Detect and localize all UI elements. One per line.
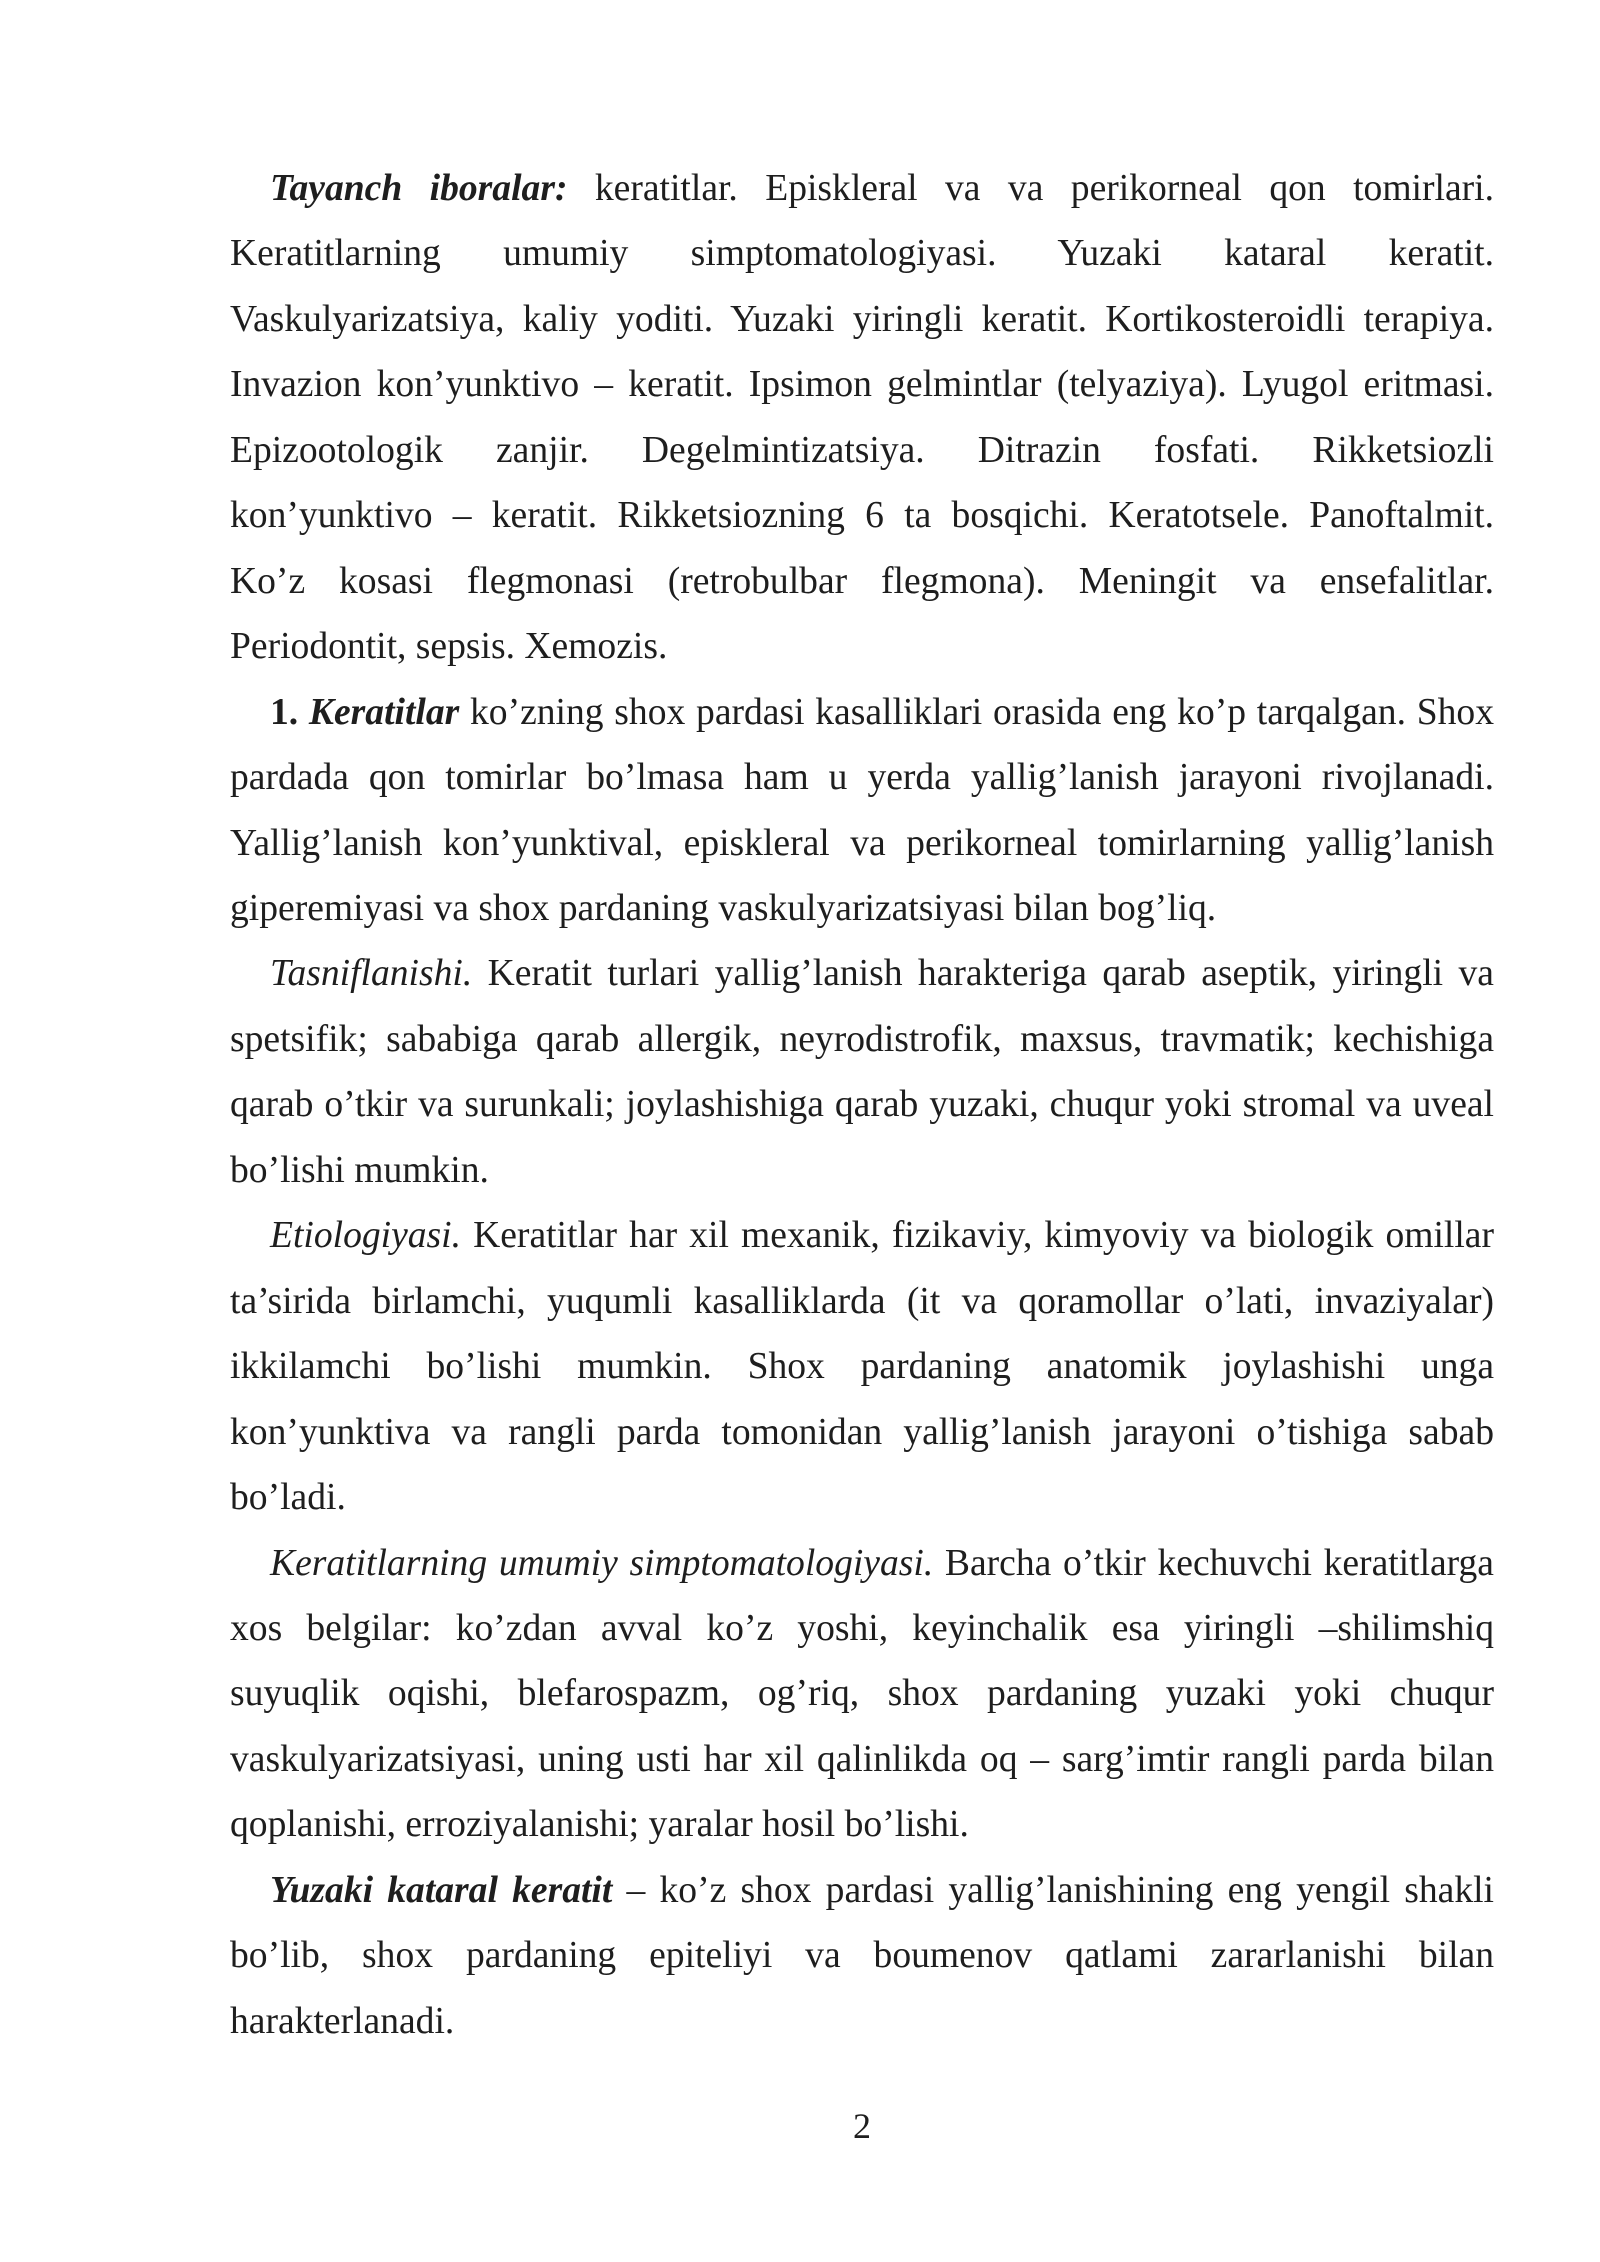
text-line: Invazion kon’yunktivo – keratit. Ipsimon gelmintlar (telyaziya). Lyugol eritmasi.	[230, 364, 1494, 406]
text-line: suyuqlik oqishi, blefarospazm, og’riq, shox pardaning yuzaki yoki chuqur	[230, 1673, 1494, 1715]
text-line	[230, 1858, 1494, 1923]
text-line: Yallig’lanish kon’yunktival, episkleral va perikorneal tomirlarning yallig’lanish	[230, 822, 1494, 864]
paragraph-lead-term: Keratitlarning umumiy simptomatologiyasi.	[270, 1542, 934, 1584]
line-text: ko’zning shox pardasi kasalliklari orasida eng ko’p tarqalgan. Shox	[470, 691, 1494, 733]
paragraph-key-terms	[230, 156, 1494, 680]
text-line	[230, 1531, 1494, 1596]
text-line: harakterlanadi.	[230, 2000, 455, 2042]
paragraph-superficial-catarrhal-keratitis	[230, 1858, 1494, 2054]
text-line: ikkilamchi bo’lishi mumkin. Shox pardaning anatomik joylashishi unga	[230, 1346, 1494, 1388]
paragraph-etiology	[230, 1203, 1494, 1530]
body-text	[230, 156, 1494, 2054]
line-text: Keratit turlari yallig’lanish harakteriga qarab aseptik, yiringli va	[487, 953, 1494, 995]
text-line: qoplanishi, erroziyalanishi; yaralar hosil bo’lishi.	[230, 1804, 969, 1846]
line-text: keratitlar. Episkleral va va perikorneal qon tomirlari.	[594, 168, 1494, 209]
section-number: 1.	[270, 691, 299, 733]
paragraph-classification	[230, 941, 1494, 1203]
paragraph-symptomatology	[230, 1531, 1494, 1858]
text-line: bo’lishi mumkin.	[230, 1149, 489, 1191]
text-line: Periodontit, sepsis. Xemozis.	[230, 626, 668, 668]
paragraph-lead-term: Tayanch iboralar:	[270, 168, 568, 209]
page-number: 2	[853, 2106, 871, 2146]
paragraph-lead-term: Etiologiyasi.	[270, 1215, 462, 1257]
text-line: ta’sirida birlamchi, yuqumli kasalliklarda (it va qoramollar o’lati, invaziyalar)	[230, 1280, 1494, 1322]
text-line: kon’yunktiva va rangli parda tomonidan yallig’lanish jarayoni o’tishiga sabab	[230, 1411, 1494, 1453]
text-line: bo’ladi.	[230, 1477, 346, 1519]
text-line: kon’yunktivo – keratit. Rikketsiozning 6 ta bosqichi. Keratotsele. Panoftalmit.	[230, 495, 1494, 537]
paragraph-lead-term: Yuzaki kataral keratit	[270, 1869, 613, 1911]
line-text: – ko’z shox pardasi yallig’lanishining eng yengil shakli	[626, 1869, 1495, 1911]
paragraph-lead-term: Keratitlar	[308, 691, 460, 733]
text-line: Keratitlarning umumiy simptomatologiyasi. Yuzaki kataral keratit.	[230, 233, 1494, 275]
text-line: vaskulyarizatsiyasi, uning usti har xil qalinlikda oq – sarg’imtir rangli parda bilan	[230, 1738, 1494, 1780]
text-line	[230, 941, 1494, 1006]
line-text: Barcha o’tkir kechuvchi keratitlarga	[944, 1542, 1494, 1584]
text-line: xos belgilar: ko’zdan avval ko’z yoshi, keyinchalik esa yiringli –shilimshiq	[230, 1607, 1494, 1649]
text-line: Epizootologik zanjir. Degelmintizatsiya. Ditrazin fosfati. Rikketsiozli	[230, 429, 1494, 471]
paragraph-keratitis-intro	[230, 680, 1494, 942]
text-line	[230, 680, 1494, 745]
text-line: Ko’z kosasi flegmonasi (retrobulbar flegmona). Meningit va ensefalitlar.	[230, 560, 1494, 602]
text-line	[230, 1203, 1494, 1268]
text-line	[230, 156, 1494, 221]
text-line: spetsifik; sababiga qarab allergik, neyrodistrofik, maxsus, travmatik; kechishiga	[230, 1018, 1494, 1060]
text-line: Vaskulyarizatsiya, kaliy yoditi. Yuzaki yiringli keratit. Kortikosteroidli terapiya.	[230, 298, 1494, 340]
line-text: Keratitlar har xil mexanik, fizikaviy, kimyoviy va biologik omillar	[473, 1215, 1494, 1257]
text-line: qarab o’tkir va surunkali; joylashishiga qarab yuzaki, chuqur yoki stromal va uveal	[230, 1084, 1494, 1126]
text-line: giperemiyasi va shox pardaning vaskulyarizatsiyasi bilan bog’liq.	[230, 887, 1217, 929]
paragraph-lead-term: Tasniflanishi.	[270, 953, 473, 995]
text-line: bo’lib, shox pardaning epiteliyi va boumenov qatlami zararlanishi bilan	[230, 1935, 1494, 1977]
text-line: pardada qon tomirlar bo’lmasa ham u yerda yallig’lanish jarayoni rivojlanadi.	[230, 757, 1494, 799]
